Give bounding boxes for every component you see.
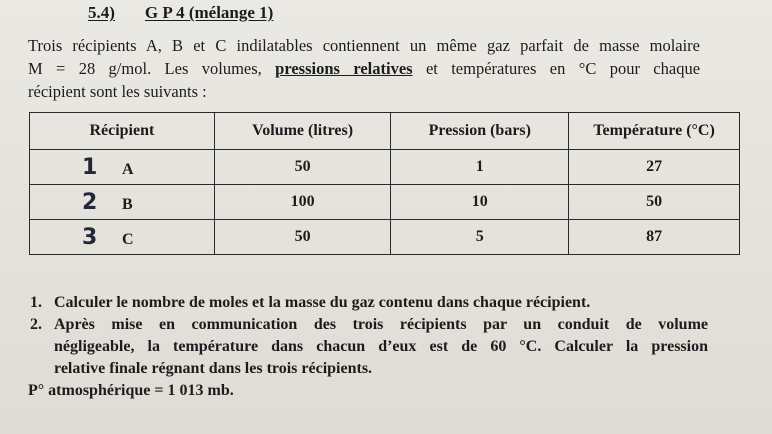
header-recipient: Récipient [30,113,215,150]
question-2-line-3: relative finale régnant dans les trois récipients. [54,360,373,377]
section-heading [88,3,273,23]
atmospheric-pressure-note: P° atmosphérique = 1 013 mb. [28,382,234,399]
question-2-line-2: négligeable, la température dans chacun d’eux est de 60 °C. Calculer la pression [54,338,708,355]
cell-pression: 10 [391,185,569,220]
data-table [29,112,740,255]
header-temperature: Température (°C) [569,113,740,150]
intro-underlined-phrase: pressions relatives [275,59,413,78]
cell-volume: 100 [214,185,391,220]
cell-temperature: 87 [569,220,740,255]
question-2 [28,314,708,380]
cell-pression: 1 [391,150,569,185]
question-text: Calculer le nombre de moles et la masse du gaz contenu dans chaque récipient. [54,294,591,311]
recipient-letter: C [122,230,134,248]
intro-line-2-c: et températures en °C pour chaque [425,59,701,78]
handwritten-number: 2 [82,189,98,215]
intro-paragraph [28,34,700,103]
cell-recipient [30,185,215,220]
question-1 [28,292,708,314]
intro-line-2-a: M = 28 g/mol. Les volumes, [28,59,262,78]
cell-volume: 50 [214,220,391,255]
questions-list [28,292,708,402]
cell-pression: 5 [391,220,569,255]
handwritten-number: 1 [82,154,98,180]
header-volume: Volume (litres) [214,113,391,150]
section-number: 5.4) [88,3,115,22]
table-row [30,185,740,220]
cell-recipient [30,220,215,255]
question-2-line-1: Après mise en communication des trois récipients par un conduit de volume [54,316,708,333]
cell-temperature: 27 [569,150,740,185]
cell-volume: 50 [214,150,391,185]
recipient-letter: A [122,160,134,178]
cell-recipient [30,150,215,185]
table-row [30,220,740,255]
intro-line-2 [28,57,700,80]
intro-line-3: récipient sont les suivants : [28,82,207,101]
recipient-letter: B [122,195,133,213]
handwritten-number: 3 [82,224,98,250]
table-row [30,150,740,185]
cell-temperature: 50 [569,185,740,220]
section-title: G P 4 (mélange 1) [144,3,274,22]
question-number: 1. [30,294,42,311]
question-number: 2. [30,316,42,333]
table-header-row [30,113,740,150]
intro-line-1: Trois récipients A, B et C indilatables contiennent un même gaz parfait de masse molaire [28,36,700,55]
header-pression: Pression (bars) [391,113,569,150]
